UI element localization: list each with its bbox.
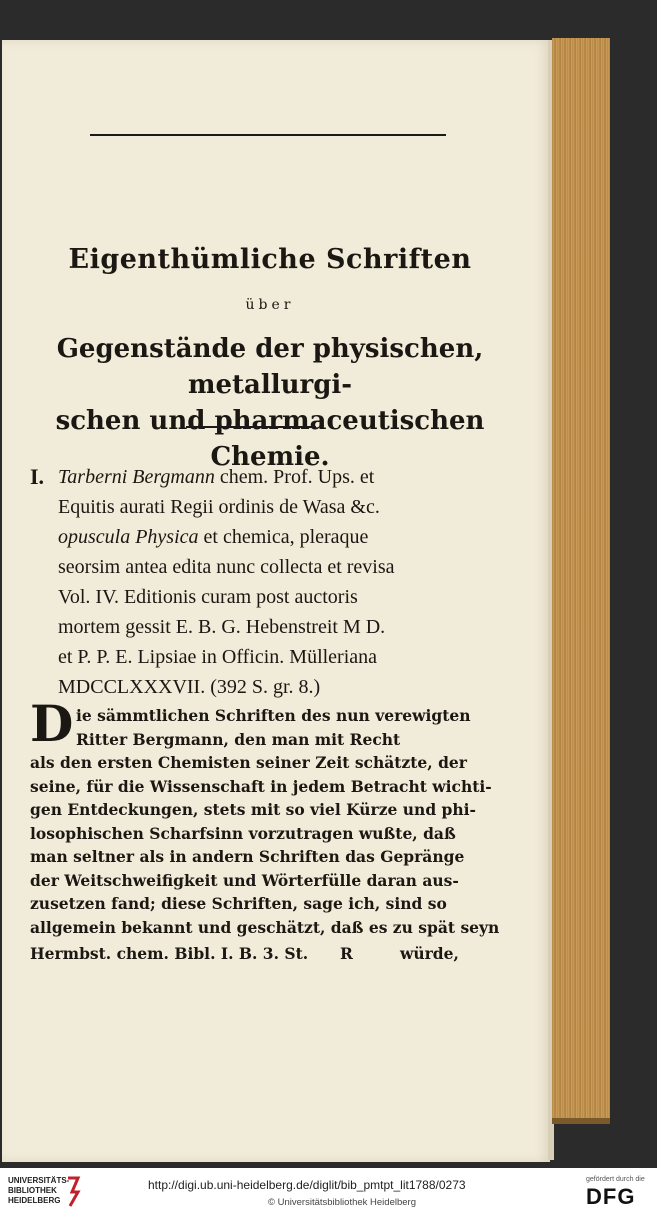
section-connector: über	[245, 297, 295, 313]
library-emblem-icon	[64, 1176, 90, 1208]
body-line: Ritter Bergmann, den man mit Recht	[76, 729, 401, 749]
section-subtitle	[30, 331, 510, 475]
library-logo[interactable]: UNIVERSITÄTS- BIBLIOTHEK HEIDELBERG	[8, 1176, 70, 1205]
body-line: als den ersten Chemisten seiner Zeit schätzte, der	[30, 753, 467, 772]
body-line: allgemein bekannt und geschätzt, daß es zu spät seyn	[30, 917, 500, 937]
book-edge-cap	[552, 1118, 610, 1124]
section-title: Eigenthümliche Schriften	[68, 244, 472, 275]
entry-line: seorsim antea edita nunc collecta et revisa	[58, 556, 395, 578]
entry-line: Vol. IV. Editionis curam post auctoris	[58, 586, 358, 608]
body-line: seine, für die Wissenschaft in jedem Betracht wichti-	[30, 776, 492, 796]
subtitle-line-2: schen und pharmaceutischen Chemie.	[55, 406, 485, 472]
body-line: gen Entdeckungen, stets mit so viel Kürze und phi-	[30, 800, 476, 819]
dfg-logo[interactable]: DFG	[586, 1184, 636, 1209]
entry-line: mortem gessit E. B. G. Hebenstreit M D.	[58, 616, 386, 638]
catchword: würde,	[400, 944, 459, 963]
top-rule	[90, 134, 446, 136]
funder-note: gefördert durch die	[586, 1176, 645, 1183]
viewer-footer-bar	[0, 1168, 657, 1216]
permalink-url[interactable]: http://digi.ub.uni-heidelberg.de/diglit/bib_pmtpt_lit1788/0273	[148, 1178, 466, 1192]
body-line: man seltner als in andern Schriften das Gepränge	[30, 847, 465, 866]
page-footer	[30, 944, 460, 970]
entry-line: et P. P. E. Lipsiae in Officin. Mülleriana	[58, 646, 378, 668]
signature-line: Hermbst. chem. Bibl. I. B. 3. St.	[30, 944, 309, 963]
middle-rule	[186, 426, 316, 428]
entry-line: Tarberni Bergmann chem. Prof. Ups. et	[58, 466, 375, 488]
body-line: der Weitschweifigkeit und Wörterfülle daran aus-	[30, 870, 459, 890]
sheet-mark: R	[340, 944, 353, 963]
book-page-edges	[552, 38, 610, 1122]
subtitle-line-1: Gegenstände der physischen, metallurgi-	[56, 334, 484, 400]
copyright-notice: © Universitätsbibliothek Heidelberg	[268, 1197, 416, 1208]
entry-line: Equitis aurati Regii ordinis de Wasa &c.	[58, 496, 380, 518]
entry-line: opuscula Physica et chemica, pleraque	[58, 526, 369, 548]
entry-line: MDCCLXXXVII. (392 S. gr. 8.)	[58, 676, 321, 698]
body-line: zusetzen fand; diese Schriften, sage ich, sind so	[30, 894, 447, 913]
drop-cap: D	[30, 694, 74, 753]
body-line: losophischen Scharfsinn vorzutragen wußte, daß	[30, 823, 456, 843]
entry-number: I.	[30, 464, 45, 489]
body-line: ie sämmtlichen Schriften des nun verewigten	[76, 706, 471, 725]
